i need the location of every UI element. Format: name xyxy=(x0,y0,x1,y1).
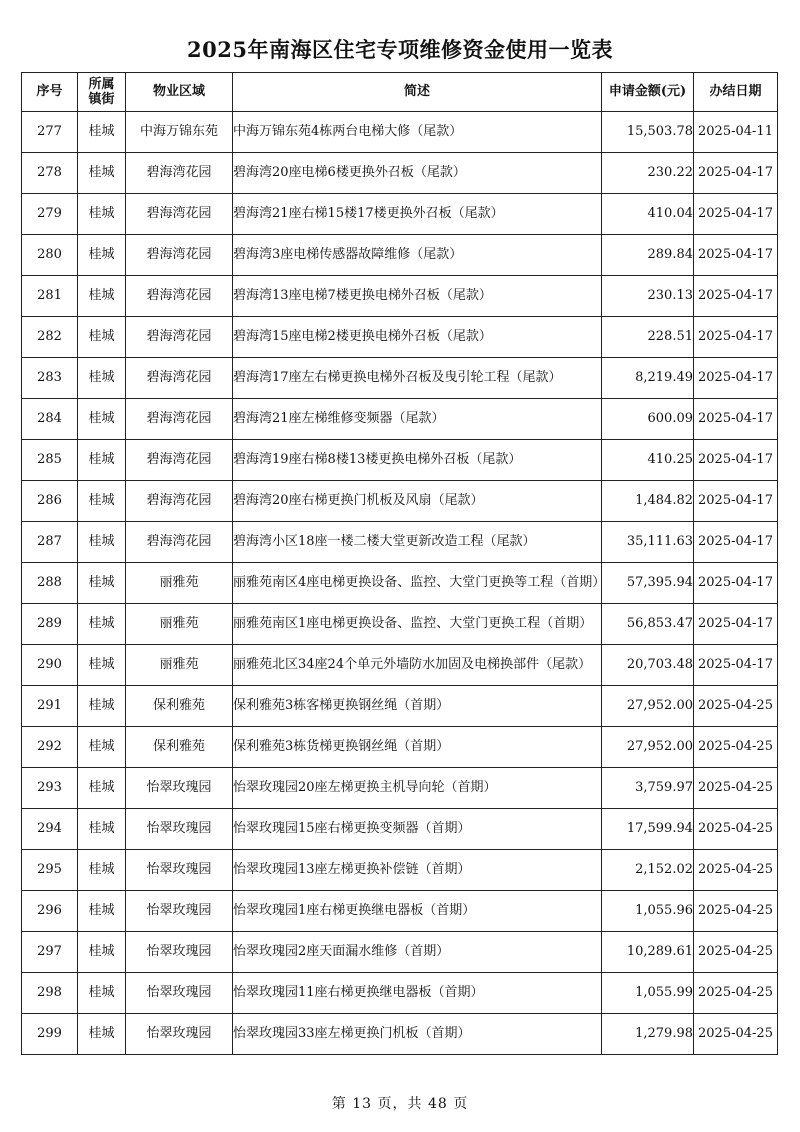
cell-amount: 2,152.02 xyxy=(602,850,694,891)
cell-date: 2025-04-25 xyxy=(694,727,778,768)
cell-area: 丽雅苑 xyxy=(126,645,233,686)
cell-desc: 碧海湾20座电梯6楼更换外召板（尾款） xyxy=(233,153,602,194)
cell-desc: 碧海湾3座电梯传感器故障维修（尾款） xyxy=(233,235,602,276)
table-row xyxy=(22,768,778,809)
cell-amount: 410.25 xyxy=(602,440,694,481)
cell-town: 桂城 xyxy=(78,481,126,522)
cell-town: 桂城 xyxy=(78,891,126,932)
header-town: 所属镇街 xyxy=(78,73,126,112)
cell-date: 2025-04-17 xyxy=(694,604,778,645)
cell-amount: 15,503.78 xyxy=(602,112,694,153)
cell-area: 怡翠玫瑰园 xyxy=(126,1014,233,1055)
table-row xyxy=(22,522,778,563)
cell-area: 怡翠玫瑰园 xyxy=(126,973,233,1014)
cell-desc: 碧海湾15座电梯2楼更换电梯外召板（尾款） xyxy=(233,317,602,358)
cell-desc: 怡翠玫瑰园11座右梯更换继电器板（首期） xyxy=(233,973,602,1014)
cell-desc: 丽雅苑南区1座电梯更换设备、监控、大堂门更换工程（首期） xyxy=(233,604,602,645)
cell-date: 2025-04-17 xyxy=(694,399,778,440)
cell-area: 碧海湾花园 xyxy=(126,440,233,481)
cell-amount: 1,055.99 xyxy=(602,973,694,1014)
cell-date: 2025-04-17 xyxy=(694,153,778,194)
cell-desc: 碧海湾13座电梯7楼更换电梯外召板（尾款） xyxy=(233,276,602,317)
cell-area: 碧海湾花园 xyxy=(126,399,233,440)
cell-amount: 8,219.49 xyxy=(602,358,694,399)
maintenance-fund-table xyxy=(21,72,778,1055)
cell-town: 桂城 xyxy=(78,563,126,604)
cell-no: 296 xyxy=(22,891,78,932)
table-row xyxy=(22,932,778,973)
table-row xyxy=(22,809,778,850)
cell-desc: 怡翠玫瑰园1座右梯更换继电器板（首期） xyxy=(233,891,602,932)
cell-no: 279 xyxy=(22,194,78,235)
cell-town: 桂城 xyxy=(78,768,126,809)
cell-area: 怡翠玫瑰园 xyxy=(126,932,233,973)
cell-date: 2025-04-17 xyxy=(694,194,778,235)
cell-area: 怡翠玫瑰园 xyxy=(126,850,233,891)
cell-desc: 碧海湾20座右梯更换门机板及风扇（尾款） xyxy=(233,481,602,522)
cell-no: 281 xyxy=(22,276,78,317)
cell-area: 保利雅苑 xyxy=(126,686,233,727)
cell-area: 怡翠玫瑰园 xyxy=(126,809,233,850)
cell-no: 280 xyxy=(22,235,78,276)
cell-area: 丽雅苑 xyxy=(126,604,233,645)
cell-amount: 27,952.00 xyxy=(602,686,694,727)
cell-amount: 56,853.47 xyxy=(602,604,694,645)
cell-date: 2025-04-17 xyxy=(694,563,778,604)
cell-amount: 35,111.63 xyxy=(602,522,694,563)
cell-date: 2025-04-17 xyxy=(694,317,778,358)
cell-date: 2025-04-25 xyxy=(694,891,778,932)
cell-no: 282 xyxy=(22,317,78,358)
header-date: 办结日期 xyxy=(694,73,778,112)
cell-desc: 碧海湾21座左梯维修变频器（尾款） xyxy=(233,399,602,440)
table-row xyxy=(22,112,778,153)
cell-amount: 1,484.82 xyxy=(602,481,694,522)
cell-desc: 怡翠玫瑰园15座右梯更换变频器（首期） xyxy=(233,809,602,850)
cell-town: 桂城 xyxy=(78,317,126,358)
cell-no: 287 xyxy=(22,522,78,563)
cell-town: 桂城 xyxy=(78,645,126,686)
cell-area: 碧海湾花园 xyxy=(126,153,233,194)
table-row xyxy=(22,399,778,440)
cell-area: 丽雅苑 xyxy=(126,563,233,604)
cell-amount: 10,289.61 xyxy=(602,932,694,973)
cell-no: 277 xyxy=(22,112,78,153)
cell-desc: 保利雅苑3栋客梯更换钢丝绳（首期） xyxy=(233,686,602,727)
cell-town: 桂城 xyxy=(78,194,126,235)
cell-date: 2025-04-17 xyxy=(694,235,778,276)
cell-desc: 怡翠玫瑰园20座左梯更换主机导向轮（首期） xyxy=(233,768,602,809)
cell-area: 碧海湾花园 xyxy=(126,317,233,358)
cell-town: 桂城 xyxy=(78,358,126,399)
cell-no: 286 xyxy=(22,481,78,522)
cell-desc: 怡翠玫瑰园13座左梯更换补偿链（首期） xyxy=(233,850,602,891)
table-row xyxy=(22,891,778,932)
cell-desc: 怡翠玫瑰园2座天面漏水维修（首期） xyxy=(233,932,602,973)
table-row xyxy=(22,1014,778,1055)
cell-desc: 丽雅苑南区4座电梯更换设备、监控、大堂门更换等工程（首期） xyxy=(233,563,602,604)
cell-desc: 碧海湾17座左右梯更换电梯外召板及曳引轮工程（尾款） xyxy=(233,358,602,399)
cell-date: 2025-04-25 xyxy=(694,809,778,850)
cell-town: 桂城 xyxy=(78,235,126,276)
cell-amount: 289.84 xyxy=(602,235,694,276)
cell-area: 碧海湾花园 xyxy=(126,276,233,317)
table-row xyxy=(22,276,778,317)
cell-date: 2025-04-25 xyxy=(694,768,778,809)
cell-amount: 230.13 xyxy=(602,276,694,317)
cell-no: 290 xyxy=(22,645,78,686)
table-row xyxy=(22,481,778,522)
cell-desc: 碧海湾21座右梯15楼17楼更换外召板（尾款） xyxy=(233,194,602,235)
cell-area: 碧海湾花园 xyxy=(126,194,233,235)
cell-no: 291 xyxy=(22,686,78,727)
cell-date: 2025-04-17 xyxy=(694,358,778,399)
cell-no: 295 xyxy=(22,850,78,891)
cell-no: 293 xyxy=(22,768,78,809)
cell-amount: 27,952.00 xyxy=(602,727,694,768)
cell-no: 297 xyxy=(22,932,78,973)
table-row xyxy=(22,973,778,1014)
cell-amount: 1,055.96 xyxy=(602,891,694,932)
cell-amount: 1,279.98 xyxy=(602,1014,694,1055)
table-row xyxy=(22,645,778,686)
cell-no: 289 xyxy=(22,604,78,645)
cell-amount: 228.51 xyxy=(602,317,694,358)
cell-town: 桂城 xyxy=(78,686,126,727)
table-row xyxy=(22,604,778,645)
cell-no: 284 xyxy=(22,399,78,440)
cell-amount: 410.04 xyxy=(602,194,694,235)
page-footer: 第 13 页，共 48 页 xyxy=(331,1096,469,1112)
cell-desc: 保利雅苑3栋货梯更换钢丝绳（首期） xyxy=(233,727,602,768)
header-amount: 申请金额(元) xyxy=(602,73,694,112)
cell-no: 292 xyxy=(22,727,78,768)
table-row xyxy=(22,727,778,768)
cell-date: 2025-04-17 xyxy=(694,645,778,686)
cell-date: 2025-04-17 xyxy=(694,276,778,317)
table-row xyxy=(22,563,778,604)
cell-area: 碧海湾花园 xyxy=(126,235,233,276)
cell-no: 278 xyxy=(22,153,78,194)
table-body xyxy=(22,112,778,1055)
cell-no: 294 xyxy=(22,809,78,850)
cell-town: 桂城 xyxy=(78,1014,126,1055)
cell-town: 桂城 xyxy=(78,850,126,891)
table-row xyxy=(22,358,778,399)
cell-town: 桂城 xyxy=(78,440,126,481)
page-title: 2025年南海区住宅专项维修资金使用一览表 xyxy=(187,37,613,62)
cell-amount: 3,759.97 xyxy=(602,768,694,809)
cell-town: 桂城 xyxy=(78,112,126,153)
cell-area: 保利雅苑 xyxy=(126,727,233,768)
cell-town: 桂城 xyxy=(78,809,126,850)
cell-no: 283 xyxy=(22,358,78,399)
cell-amount: 17,599.94 xyxy=(602,809,694,850)
cell-area: 碧海湾花园 xyxy=(126,522,233,563)
cell-desc: 碧海湾19座右梯8楼13楼更换电梯外召板（尾款） xyxy=(233,440,602,481)
cell-no: 298 xyxy=(22,973,78,1014)
cell-town: 桂城 xyxy=(78,727,126,768)
table-row xyxy=(22,194,778,235)
cell-town: 桂城 xyxy=(78,276,126,317)
cell-amount: 230.22 xyxy=(602,153,694,194)
cell-no: 299 xyxy=(22,1014,78,1055)
table-row xyxy=(22,850,778,891)
cell-town: 桂城 xyxy=(78,604,126,645)
cell-desc: 中海万锦东苑4栋两台电梯大修（尾款） xyxy=(233,112,602,153)
cell-date: 2025-04-17 xyxy=(694,522,778,563)
cell-date: 2025-04-11 xyxy=(694,112,778,153)
cell-date: 2025-04-17 xyxy=(694,440,778,481)
table-row xyxy=(22,317,778,358)
cell-desc: 丽雅苑北区34座24个单元外墙防水加固及电梯换部件（尾款） xyxy=(233,645,602,686)
table-header-row xyxy=(22,73,778,112)
cell-town: 桂城 xyxy=(78,399,126,440)
table-row xyxy=(22,153,778,194)
cell-area: 中海万锦东苑 xyxy=(126,112,233,153)
cell-town: 桂城 xyxy=(78,522,126,563)
cell-amount: 57,395.94 xyxy=(602,563,694,604)
header-desc: 简述 xyxy=(233,73,602,112)
cell-town: 桂城 xyxy=(78,153,126,194)
table-row xyxy=(22,235,778,276)
cell-desc: 怡翠玫瑰园33座左梯更换门机板（首期） xyxy=(233,1014,602,1055)
cell-area: 怡翠玫瑰园 xyxy=(126,768,233,809)
cell-no: 285 xyxy=(22,440,78,481)
header-area: 物业区域 xyxy=(126,73,233,112)
cell-date: 2025-04-25 xyxy=(694,932,778,973)
cell-amount: 600.09 xyxy=(602,399,694,440)
cell-area: 碧海湾花园 xyxy=(126,358,233,399)
cell-area: 怡翠玫瑰园 xyxy=(126,891,233,932)
cell-town: 桂城 xyxy=(78,973,126,1014)
cell-desc: 碧海湾小区18座一楼二楼大堂更新改造工程（尾款） xyxy=(233,522,602,563)
cell-amount: 20,703.48 xyxy=(602,645,694,686)
cell-area: 碧海湾花园 xyxy=(126,481,233,522)
cell-date: 2025-04-25 xyxy=(694,1014,778,1055)
cell-date: 2025-04-25 xyxy=(694,850,778,891)
cell-date: 2025-04-25 xyxy=(694,686,778,727)
header-no: 序号 xyxy=(22,73,78,112)
cell-no: 288 xyxy=(22,563,78,604)
cell-date: 2025-04-25 xyxy=(694,973,778,1014)
cell-town: 桂城 xyxy=(78,932,126,973)
cell-date: 2025-04-17 xyxy=(694,481,778,522)
table-row xyxy=(22,440,778,481)
table-row xyxy=(22,686,778,727)
